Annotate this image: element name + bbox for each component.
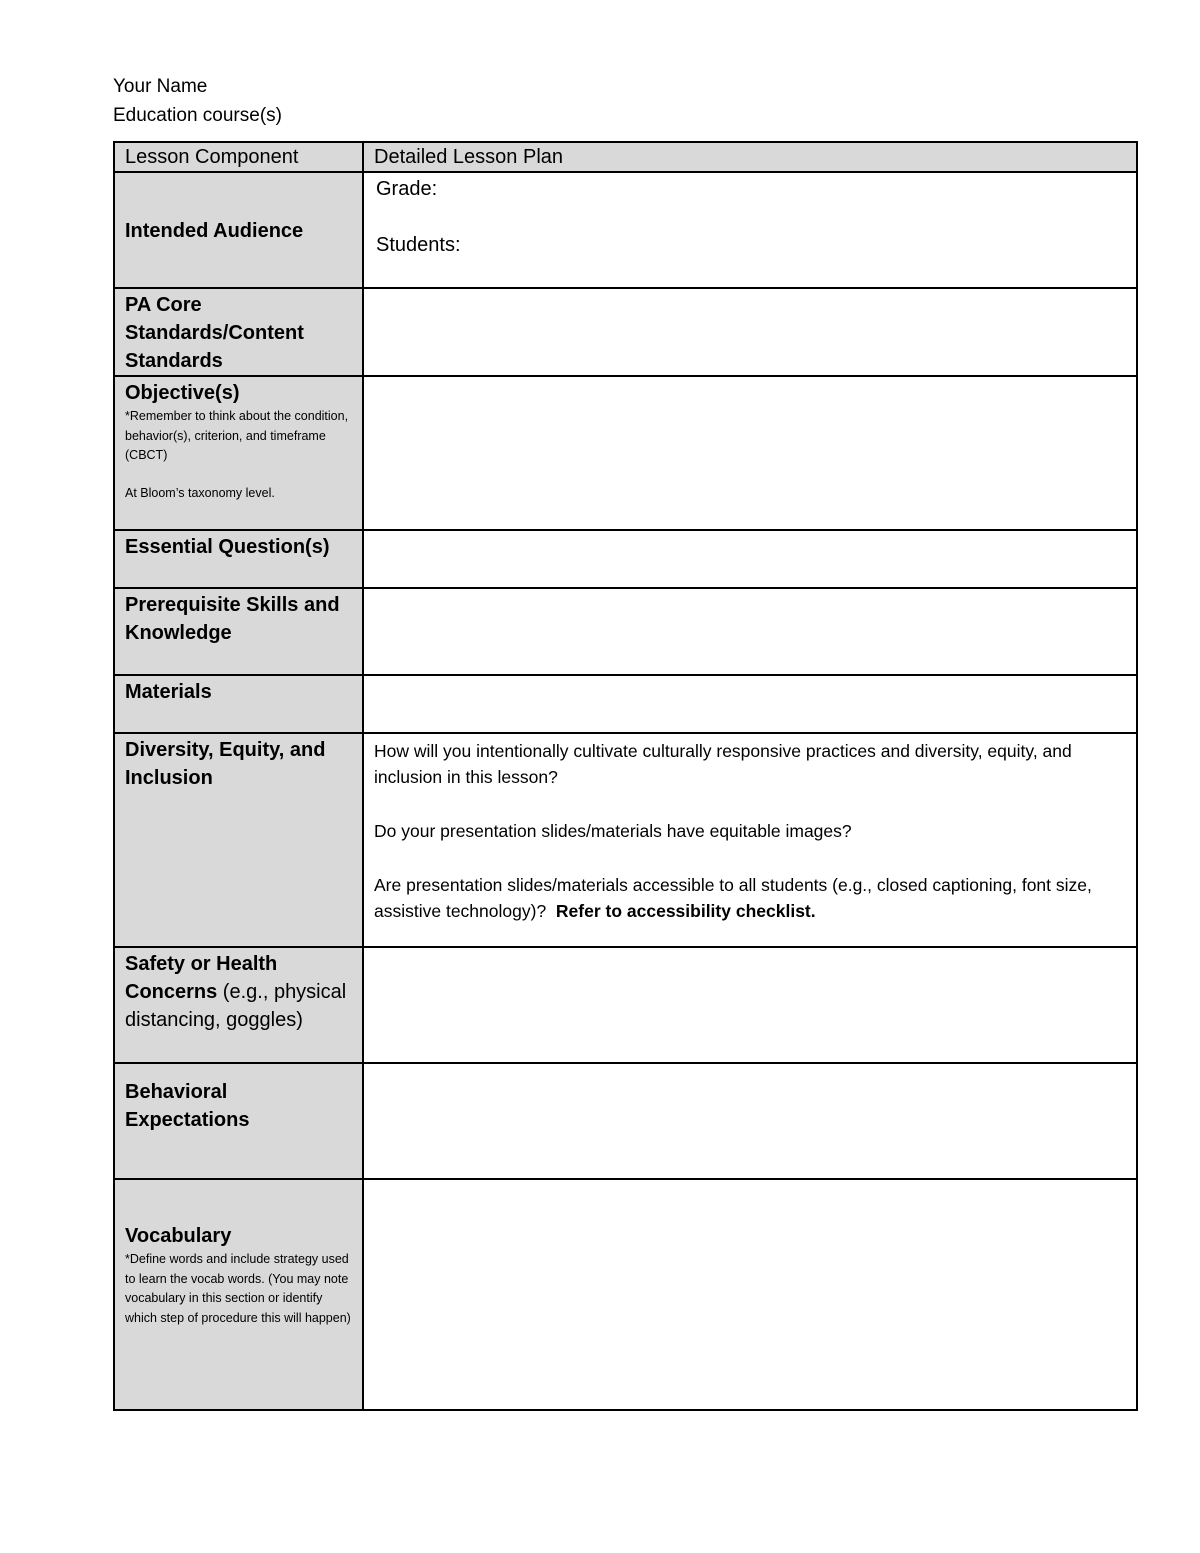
blooms-note: At Bloom’s taxonomy level. <box>125 485 275 500</box>
objectives-note: *Remember to think about the condition, behavior(s), criterion, and timeframe (CBCT) <box>125 409 349 462</box>
row-intended-audience <box>114 172 1137 288</box>
essential-content-cell[interactable] <box>363 530 1137 588</box>
label-cell <box>114 376 363 530</box>
document-header <box>113 72 282 130</box>
prereq-content-cell[interactable] <box>363 588 1137 675</box>
label-cell <box>114 733 363 947</box>
vocabulary-note: *Define words and include strategy used to learn the vocab words. (You may note vocabulary in this section or identify which step of procedure this will happen) <box>125 1252 351 1325</box>
row-vocabulary <box>114 1179 1137 1410</box>
dei-question-2: Do your presentation slides/materials have equitable images? <box>374 821 852 841</box>
lesson-plan-table <box>113 141 1138 1411</box>
behavioral-label: Behavioral Expectations <box>125 1081 250 1131</box>
objectives-content-cell[interactable] <box>363 376 1137 530</box>
prerequisite-label: Prerequisite Skills and Knowledge <box>125 594 340 644</box>
row-dei <box>114 733 1137 947</box>
author-name: Your Name <box>113 76 208 97</box>
row-safety <box>114 947 1137 1063</box>
label-cell <box>114 675 363 733</box>
essential-questions-label: Essential Question(s) <box>125 536 330 558</box>
dei-content-cell[interactable] <box>363 733 1137 947</box>
standards-label: PA Core Standards/Content Standards <box>125 294 304 372</box>
dei-label: Diversity, Equity, and Inclusion <box>125 739 326 789</box>
label-cell <box>114 288 363 376</box>
row-behavioral <box>114 1063 1137 1179</box>
behavioral-content-cell[interactable] <box>363 1063 1137 1179</box>
label-cell <box>114 1179 363 1410</box>
row-objectives <box>114 376 1137 530</box>
materials-content-cell[interactable] <box>363 675 1137 733</box>
dei-question-1: How will you intentionally cultivate culturally responsive practices and diversity, equity, and inclusion in this lesson? <box>374 741 1072 787</box>
row-standards <box>114 288 1137 376</box>
label-cell <box>114 172 363 288</box>
vocabulary-label: Vocabulary <box>125 1225 232 1247</box>
course-name: Education course(s) <box>113 105 282 126</box>
materials-label: Materials <box>125 681 212 703</box>
safety-label-bold: Safety or Health Concerns <box>125 953 278 1003</box>
row-prerequisite <box>114 588 1137 675</box>
label-cell <box>114 588 363 675</box>
standards-content-cell[interactable] <box>363 288 1137 376</box>
dei-question-3-text: Are presentation slides/materials accessible to all students (e.g., closed captioning, font size, assistive technology)? <box>374 875 1092 921</box>
students-field: Students: <box>376 234 461 256</box>
row-materials <box>114 675 1137 733</box>
label-cell <box>114 947 363 1063</box>
safety-label <box>125 950 352 1034</box>
safety-label-examples: (e.g., physical distancing, goggles) <box>125 981 347 1031</box>
accessibility-checklist-note: Refer to accessibility checklist. <box>555 901 816 921</box>
label-cell <box>114 530 363 588</box>
intended-audience-label: Intended Audience <box>125 220 304 242</box>
safety-content-cell[interactable] <box>363 947 1137 1063</box>
header-detailed-plan: Detailed Lesson Plan <box>363 142 1137 172</box>
header-lesson-component: Lesson Component <box>114 142 363 172</box>
dei-question-3 <box>374 872 1126 924</box>
table-header-row <box>114 142 1137 172</box>
audience-content-cell[interactable] <box>363 172 1137 288</box>
label-cell <box>114 1063 363 1179</box>
objectives-label: Objective(s) <box>125 382 240 404</box>
vocabulary-content-cell[interactable] <box>363 1179 1137 1410</box>
row-essential-questions <box>114 530 1137 588</box>
grade-field: Grade: <box>376 178 438 200</box>
